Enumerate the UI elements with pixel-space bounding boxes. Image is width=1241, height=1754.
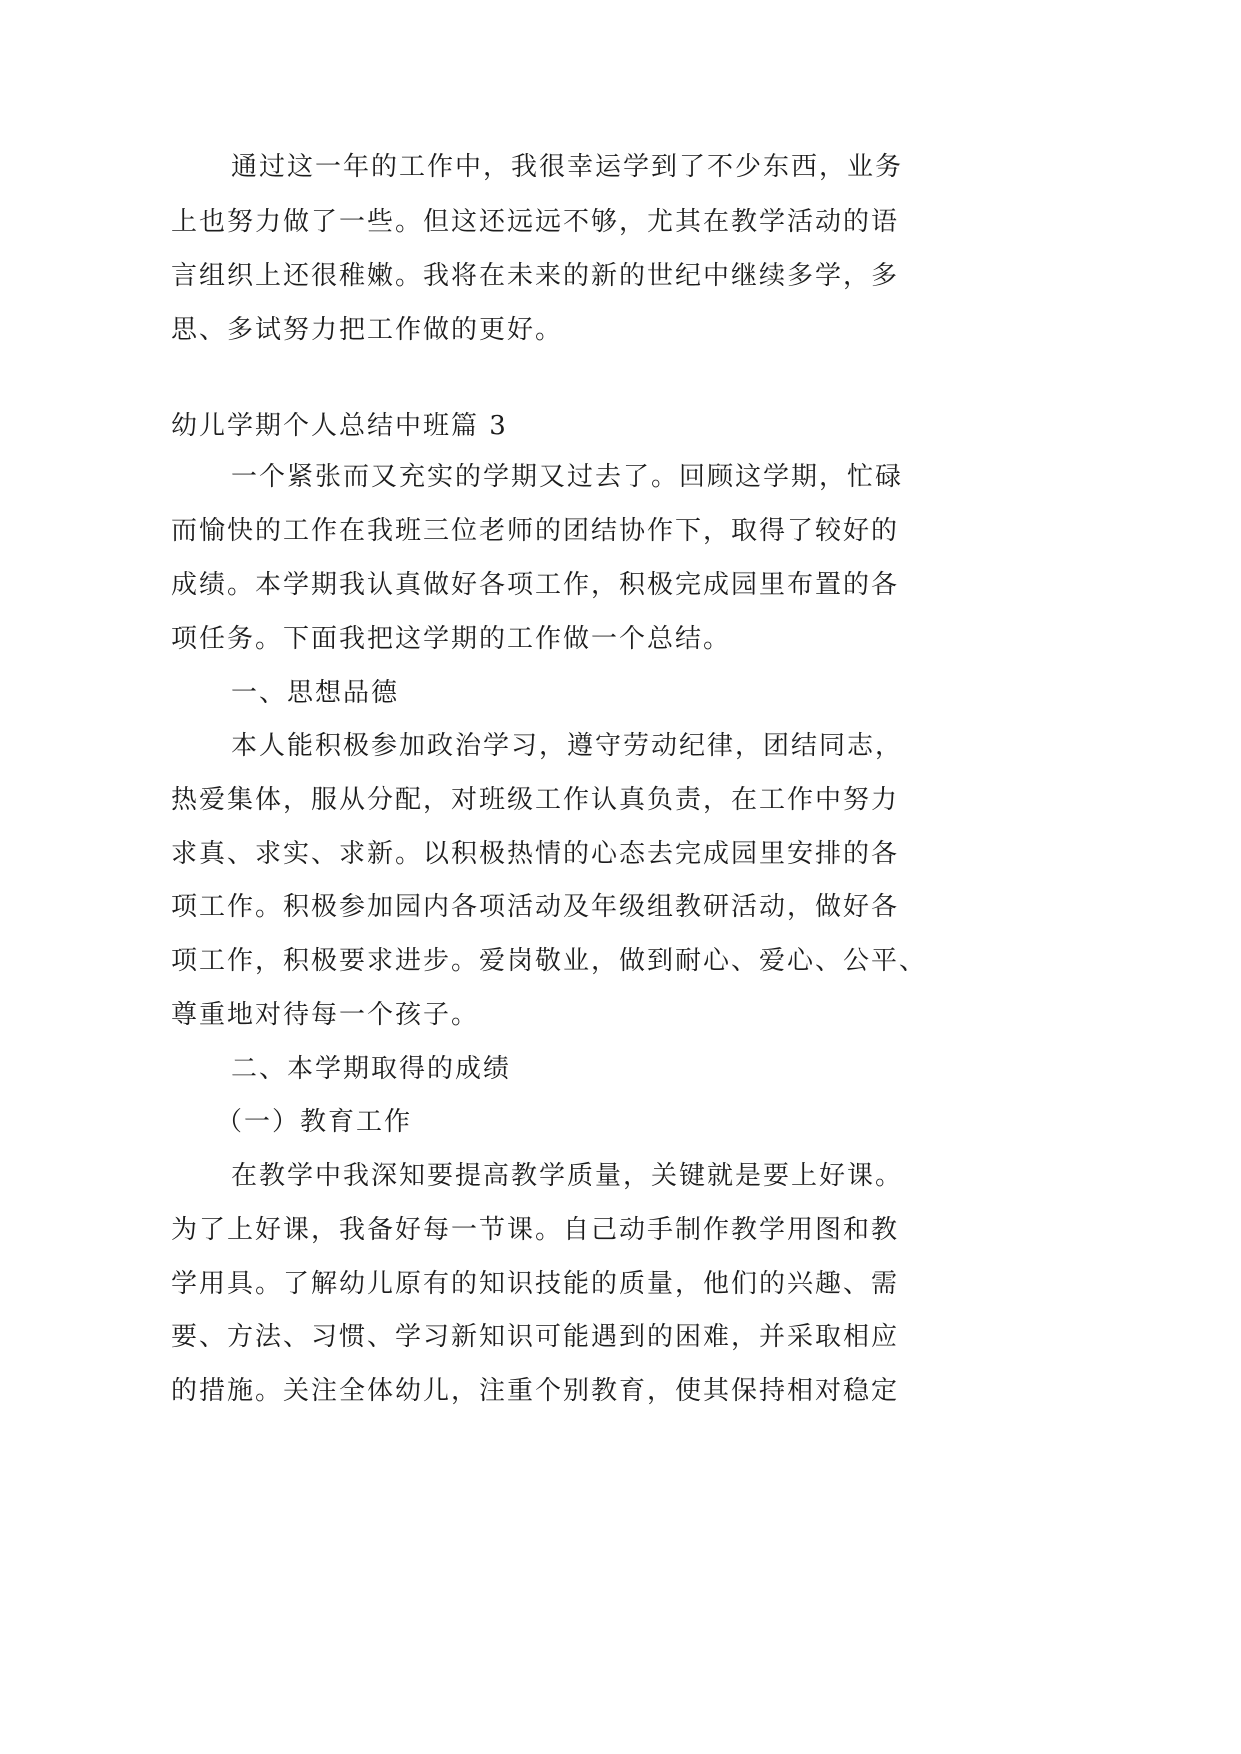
paragraph-line: 思、多试努力把工作做的更好。 — [171, 315, 564, 345]
paragraph-line: 热爱集体，服从分配，对班级工作认真负责，在工作中努力 — [171, 785, 900, 815]
paragraph-line: 学用具。了解幼儿原有的知识技能的质量，他们的兴趣、需 — [171, 1269, 900, 1299]
paragraph-line: 上也努力做了一些。但这还远远不够，尤其在教学活动的语 — [171, 207, 900, 237]
subheading-ideology: 一、思想品德 — [231, 678, 400, 708]
section-heading: 幼儿学期个人总结中班篇 3 — [171, 411, 508, 441]
paragraph-line: 尊重地对待每一个孩子。 — [171, 1000, 480, 1030]
paragraph-line: 本人能积极参加政治学习，遵守劳动纪律，团结同志， — [231, 731, 904, 761]
paragraph-line: 在教学中我深知要提高教学质量，关键就是要上好课。 — [231, 1161, 904, 1191]
subheading-achievements: 二、本学期取得的成绩 — [231, 1054, 512, 1084]
paragraph-line: 项工作，积极要求进步。爱岗敬业，做到耐心、爱心、公平、 — [171, 946, 928, 976]
paragraph-line: 通过这一年的工作中，我很幸运学到了不少东西，业务 — [231, 152, 904, 182]
paragraph-line: 而愉快的工作在我班三位老师的团结协作下，取得了较好的 — [171, 516, 900, 546]
paragraph-line: 项任务。下面我把这学期的工作做一个总结。 — [171, 624, 732, 654]
paragraph-line: 要、方法、习惯、学习新知识可能遇到的困难，并采取相应 — [171, 1322, 900, 1352]
paragraph-line: 言组织上还很稚嫩。我将在未来的新的世纪中继续多学，多 — [171, 261, 900, 291]
subheading-education-work: （一）教育工作 — [216, 1107, 413, 1137]
paragraph-line: 求真、求实、求新。以积极热情的心态去完成园里安排的各 — [171, 839, 900, 869]
paragraph-line: 为了上好课，我备好每一节课。自己动手制作教学用图和教 — [171, 1215, 900, 1245]
paragraph-line: 的措施。关注全体幼儿，注重个别教育，使其保持相对稳定 — [171, 1376, 900, 1406]
paragraph-line: 一个紧张而又充实的学期又过去了。回顾这学期，忙碌 — [231, 462, 904, 492]
paragraph-line: 项工作。积极参加园内各项活动及年级组教研活动，做好各 — [171, 892, 900, 922]
paragraph-line: 成绩。本学期我认真做好各项工作，积极完成园里布置的各 — [171, 570, 900, 600]
